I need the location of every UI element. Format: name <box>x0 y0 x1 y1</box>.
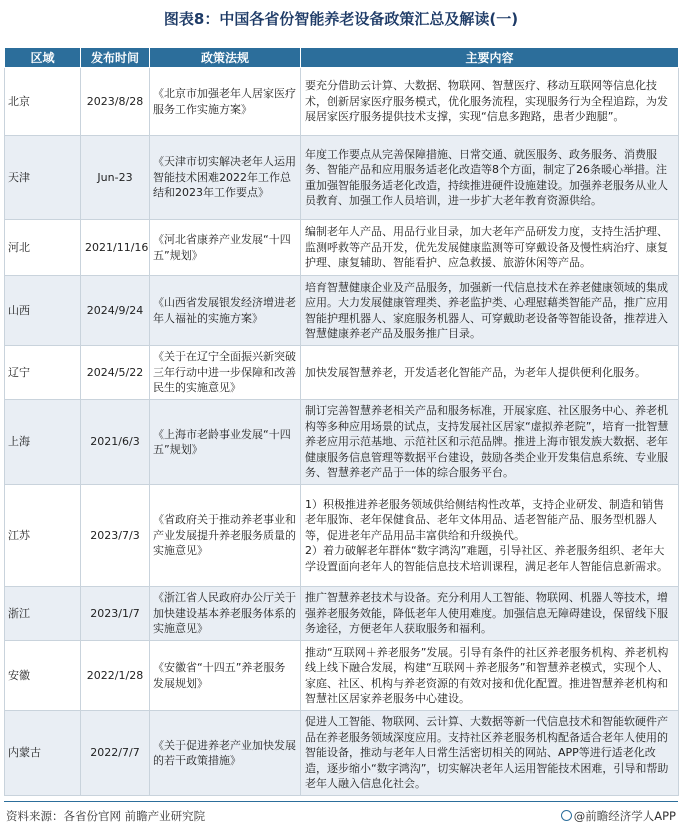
table-row <box>5 346 679 400</box>
brand-logo-icon <box>561 810 572 821</box>
cell-region: 山西 <box>5 276 81 346</box>
cell-content <box>301 485 679 587</box>
header-policy: 政策法规 <box>150 48 301 68</box>
cell-content: 年度工作要点从完善保障措施、日常交通、就医服务、政务服务、消费服务、智能产品和应用服务适老化改造等8个方面，制定了26条暖心举措。注重加强智能服务适老化改造，持续推进硬件设施建设。加强养老服务从业人员教育、加强工作人员培训，进一步扩大老年教育资源供给。 <box>301 136 679 220</box>
cell-date: 2023/8/28 <box>81 68 150 136</box>
brand-credit <box>561 808 676 824</box>
source-note: 资料来源：各省份官网 前瞻产业研究院 <box>6 809 206 823</box>
cell-date: 2021/11/16 <box>81 220 150 276</box>
cell-policy: 《河北省康养产业发展“十四五”规划》 <box>150 220 301 276</box>
cell-region: 河北 <box>5 220 81 276</box>
header-date: 发布时间 <box>81 48 150 68</box>
cell-region: 内蒙古 <box>5 711 81 796</box>
cell-content: 制订完善智慧养老相关产品和服务标准，开展家庭、社区服务中心、养老机构等多种应用场景的试点，支持发展社区居家“虚拟养老院”，培育一批智慧养老应用示范基地、示范社区和示范品牌。推进上海市银发族大数据、老年健康服务信息管理等数据平台建设，鼓励各类企业开发集信息系统、专业服务、智慧养老产品于一体的综合服务平台。 <box>301 400 679 485</box>
cell-date: Jun-23 <box>81 136 150 220</box>
table-row <box>5 711 679 796</box>
table-header-row <box>5 48 679 68</box>
cell-date: 2024/9/24 <box>81 276 150 346</box>
cell-region: 天津 <box>5 136 81 220</box>
header-region: 区域 <box>5 48 81 68</box>
content-point-1: 1）积极推进养老服务领域供给侧结构性改革，支持企业研发、制造和销售老年服饰、老年保健食品、老年文体用品、适老智能产品、服务型机器人等，促进老年产品用品丰富供给和升级换代。 <box>305 497 664 542</box>
cell-policy: 《北京市加强老年人居家医疗服务工作实施方案》 <box>150 68 301 136</box>
cell-date: 2021/6/3 <box>81 400 150 485</box>
cell-policy: 《关于促进养老产业加快发展的若干政策措施》 <box>150 711 301 796</box>
cell-region: 北京 <box>5 68 81 136</box>
cell-policy: 《安徽省“十四五”养老服务发展规划》 <box>150 641 301 711</box>
cell-region: 上海 <box>5 400 81 485</box>
table-row <box>5 485 679 587</box>
table-row <box>5 276 679 346</box>
table-row <box>5 220 679 276</box>
cell-region: 浙江 <box>5 587 81 641</box>
brand-credit-text: @前瞻经济学人APP <box>573 809 676 823</box>
cell-region: 安徽 <box>5 641 81 711</box>
cell-content: 培育智慧健康企业及产品服务，加强新一代信息技术在养老健康领域的集成应用。大力发展健康管理类、养老监护类、心理慰藉类智能产品，推广应用智能护理机器人、家庭服务机器人、可穿戴助老设备等智能设备，推荐进入智慧健康养老产品及服务推广目录。 <box>301 276 679 346</box>
cell-date: 2022/7/7 <box>81 711 150 796</box>
cell-region: 辽宁 <box>5 346 81 400</box>
table-row <box>5 641 679 711</box>
table-row <box>5 68 679 136</box>
cell-content: 推广智慧养老技术与设备。充分利用人工智能、物联网、机器人等技术，增强养老服务效能，降低老年人使用难度。加强信息无障碍建设，保留线下服务途径，方便老年人获取服务和福利。 <box>301 587 679 641</box>
cell-policy: 《省政府关于推动养老事业和产业发展提升养老服务质量的实施意见》 <box>150 485 301 587</box>
table-row <box>5 400 679 485</box>
cell-policy: 《天津市切实解决老年人运用智能技术困难2022年工作总结和2023年工作要点》 <box>150 136 301 220</box>
cell-region: 江苏 <box>5 485 81 587</box>
header-content: 主要内容 <box>301 48 679 68</box>
footer-divider <box>4 801 678 802</box>
page-title: 图表8：中国各省份智能养老设备政策汇总及解读(一) <box>163 10 519 28</box>
cell-date: 2023/7/3 <box>81 485 150 587</box>
cell-content: 要充分借助云计算、大数据、物联网、智慧医疗、移动互联网等信息化技术，创新居家医疗服务模式，优化服务流程，实现服务行为全程追踪，为发展居家医疗服务提供技术支撑，实现“信息多跑路，患者少跑腿”。 <box>301 68 679 136</box>
policy-table-wrap <box>4 47 678 796</box>
cell-policy: 《浙江省人民政府办公厅关于加快建设基本养老服务体系的实施意见》 <box>150 587 301 641</box>
cell-content: 加快发展智慧养老，开发适老化智能产品，为老年人提供便利化服务。 <box>301 346 679 400</box>
table-row <box>5 136 679 220</box>
cell-content: 编制老年人产品、用品行业目录，加大老年产品研发力度，支持生活护理、监测呼救等产品开发，优先发展健康监测等可穿戴设备及慢性病治疗、康复护理、康复辅助、智能看护、应急救援、旅游休闲等产品。 <box>301 220 679 276</box>
cell-date: 2024/5/22 <box>81 346 150 400</box>
cell-content: 推动“互联网＋养老服务”发展。引导有条件的社区养老服务机构、养老机构线上线下融合发展，构建“互联网＋养老服务”和智慧养老模式，实现个人、家庭、社区、机构与养老资源的有效对接和优化配置。推进智慧养老机构和智慧社区居家养老服务中心建设。 <box>301 641 679 711</box>
table-row <box>5 587 679 641</box>
cell-date: 2023/1/7 <box>81 587 150 641</box>
cell-date: 2022/1/28 <box>81 641 150 711</box>
content-point-2: 2）着力破解老年群体“数字鸿沟”难题，引导社区、养老服务组织、老年大学设置面向老年人的智能信息技术培训课程，满足老年人智能信息新需求。 <box>305 544 668 573</box>
cell-policy: 《上海市老龄事业发展“十四五”规划》 <box>150 400 301 485</box>
policy-table <box>4 47 679 796</box>
cell-policy: 《关于在辽宁全面振兴新突破三年行动中进一步保障和改善民生的实施意见》 <box>150 346 301 400</box>
cell-content: 促进人工智能、物联网、云计算、大数据等新一代信息技术和智能软硬件产品在养老服务领域深度应用。支持社区养老服务机构配备适合老年人使用的智能设备，推动与老年人日常生活密切相关的网站、APP等进行适老化改造，逐步缩小“数字鸿沟”，切实解决老年人运用智能技术困难，引导和帮助老年人融入信息化社会。 <box>301 711 679 796</box>
cell-policy: 《山西省发展银发经济增进老年人福祉的实施方案》 <box>150 276 301 346</box>
